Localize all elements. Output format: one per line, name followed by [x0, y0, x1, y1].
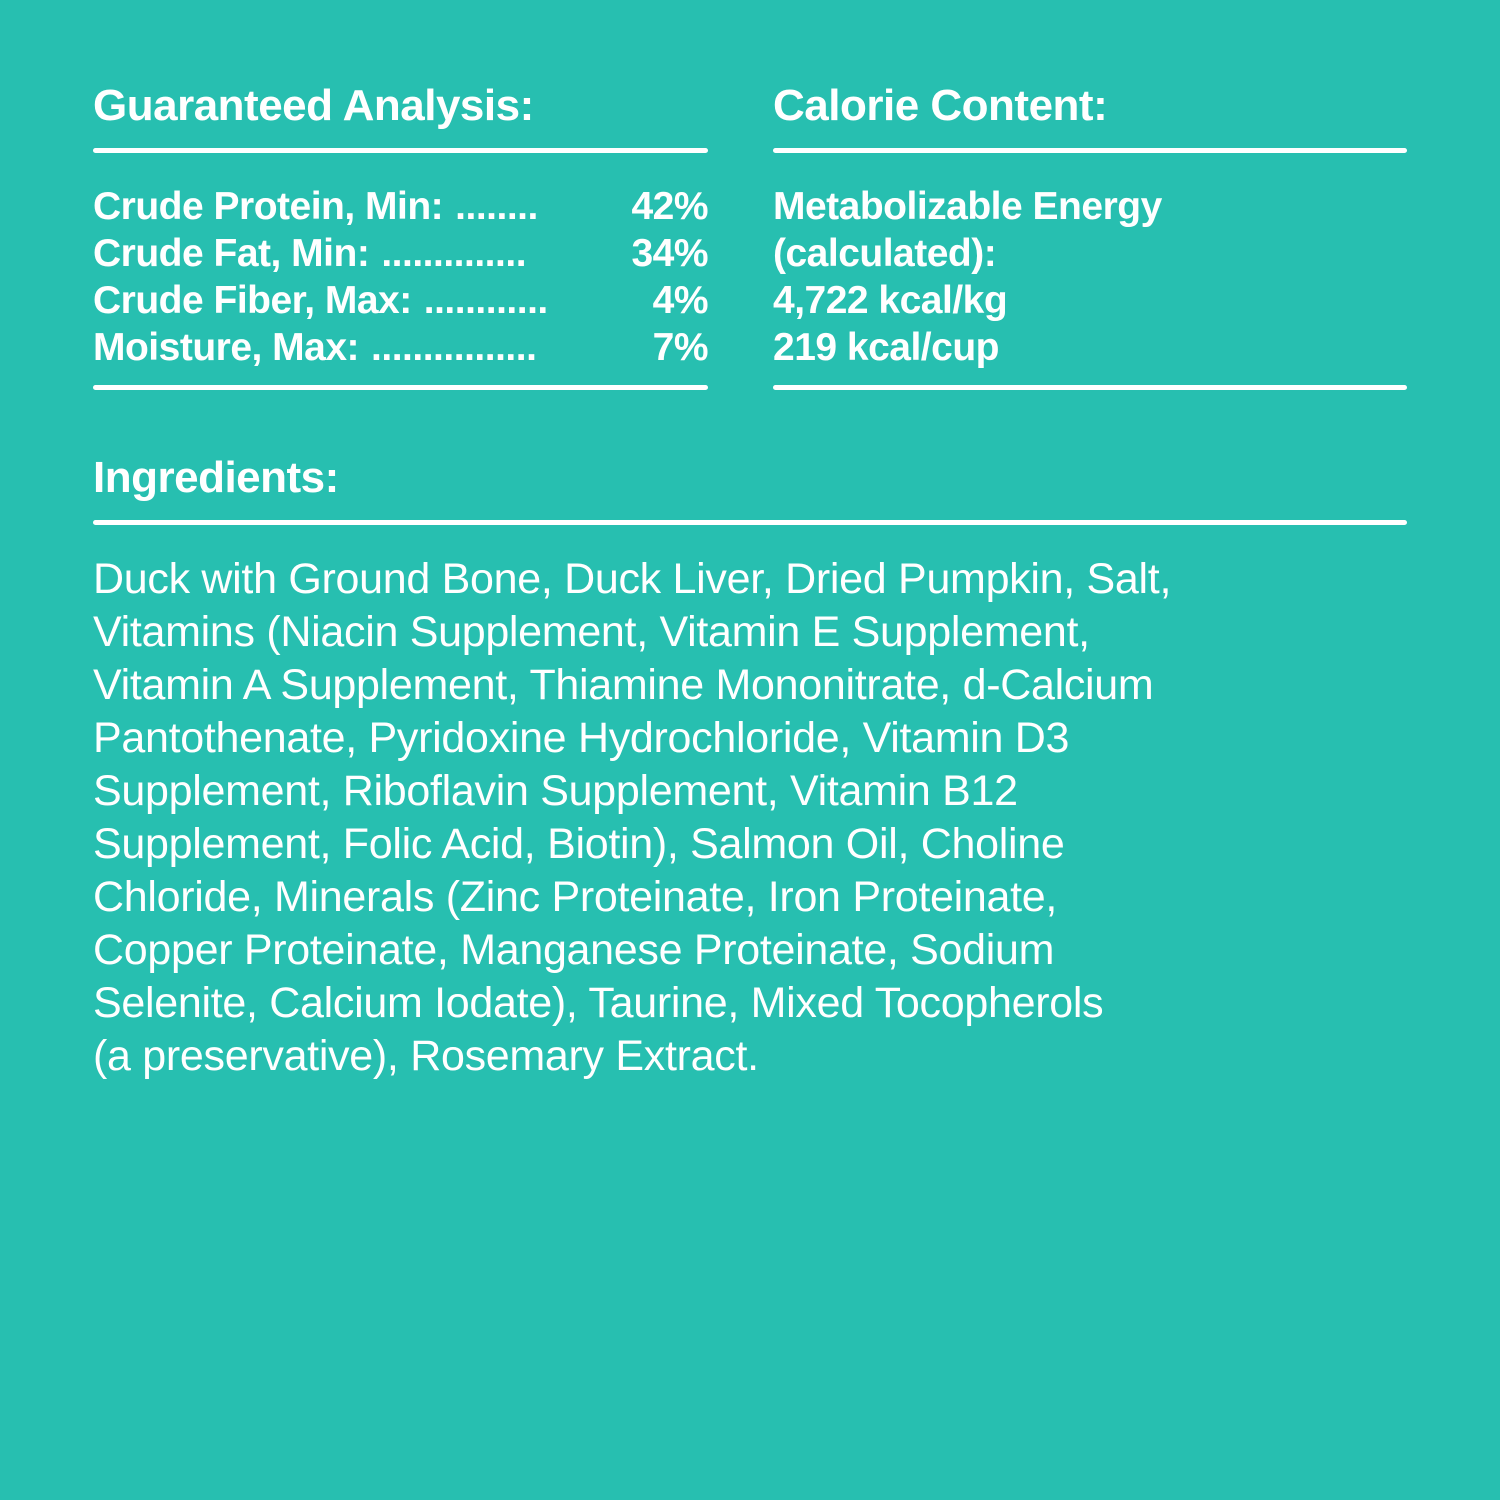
- calorie-content-lines: [773, 183, 1407, 371]
- ingredients-line: Pantothenate, Pyridoxine Hydrochloride, Vitamin D3: [93, 714, 1070, 762]
- analysis-value: 4%: [652, 279, 708, 322]
- analysis-value: 7%: [652, 326, 708, 369]
- ingredients-section: [93, 450, 1407, 1083]
- ingredients-line: (a preservative), Rosemary Extract.: [93, 1032, 759, 1080]
- ingredients-line: Selenite, Calcium Iodate), Taurine, Mixed Tocopherols: [93, 979, 1104, 1027]
- calorie-content-title: Calorie Content:: [773, 81, 1108, 130]
- ingredients-line: Chloride, Minerals (Zinc Proteinate, Iron Proteinate,: [93, 873, 1057, 921]
- calorie-line: 4,722 kcal/kg: [773, 279, 1008, 322]
- analysis-label: Moisture, Max:: [93, 326, 360, 369]
- calorie-content-top-rule: [773, 148, 1407, 153]
- guaranteed-analysis-bottom-rule: [93, 385, 708, 390]
- guaranteed-analysis-title: Guaranteed Analysis:: [93, 81, 534, 130]
- guaranteed-analysis-section: [93, 78, 708, 390]
- leader-dots: ........: [455, 185, 538, 228]
- ingredients-line: Supplement, Folic Acid, Biotin), Salmon Oil, Choline: [93, 820, 1065, 868]
- analysis-calorie-columns: [93, 78, 1407, 390]
- analysis-value: 34%: [631, 232, 708, 275]
- ingredients-line: Vitamins (Niacin Supplement, Vitamin E Supplement,: [93, 608, 1090, 656]
- ingredients-text: [93, 553, 1407, 1083]
- calorie-line: 219 kcal/cup: [773, 326, 999, 369]
- analysis-label: Crude Protein, Min:: [93, 185, 444, 228]
- calorie-content-section: [773, 78, 1407, 390]
- ingredients-rule: [93, 520, 1407, 525]
- analysis-row-moisture: [93, 324, 708, 371]
- guaranteed-analysis-rows: [93, 183, 708, 371]
- ingredients-title: Ingredients:: [93, 453, 339, 502]
- analysis-label: Crude Fiber, Max:: [93, 279, 412, 322]
- ingredients-line: Supplement, Riboflavin Supplement, Vitamin B12: [93, 767, 1018, 815]
- calorie-line: Metabolizable Energy: [773, 185, 1162, 228]
- analysis-value: 42%: [631, 185, 708, 228]
- leader-dots: ................: [371, 326, 537, 369]
- analysis-row-crude-protein: [93, 183, 708, 230]
- ingredients-line: Duck with Ground Bone, Duck Liver, Dried Pumpkin, Salt,: [93, 555, 1172, 603]
- calorie-content-bottom-rule: [773, 385, 1407, 390]
- analysis-row-crude-fat: [93, 230, 708, 277]
- analysis-row-crude-fiber: [93, 277, 708, 324]
- leader-dots: ..............: [381, 232, 527, 275]
- ingredients-line: Vitamin A Supplement, Thiamine Mononitrate, d-Calcium: [93, 661, 1154, 709]
- analysis-label: Crude Fat, Min:: [93, 232, 370, 275]
- guaranteed-analysis-top-rule: [93, 148, 708, 153]
- leader-dots: ............: [423, 279, 548, 322]
- ingredients-line: Copper Proteinate, Manganese Proteinate, Sodium: [93, 926, 1055, 974]
- calorie-line: (calculated):: [773, 232, 997, 275]
